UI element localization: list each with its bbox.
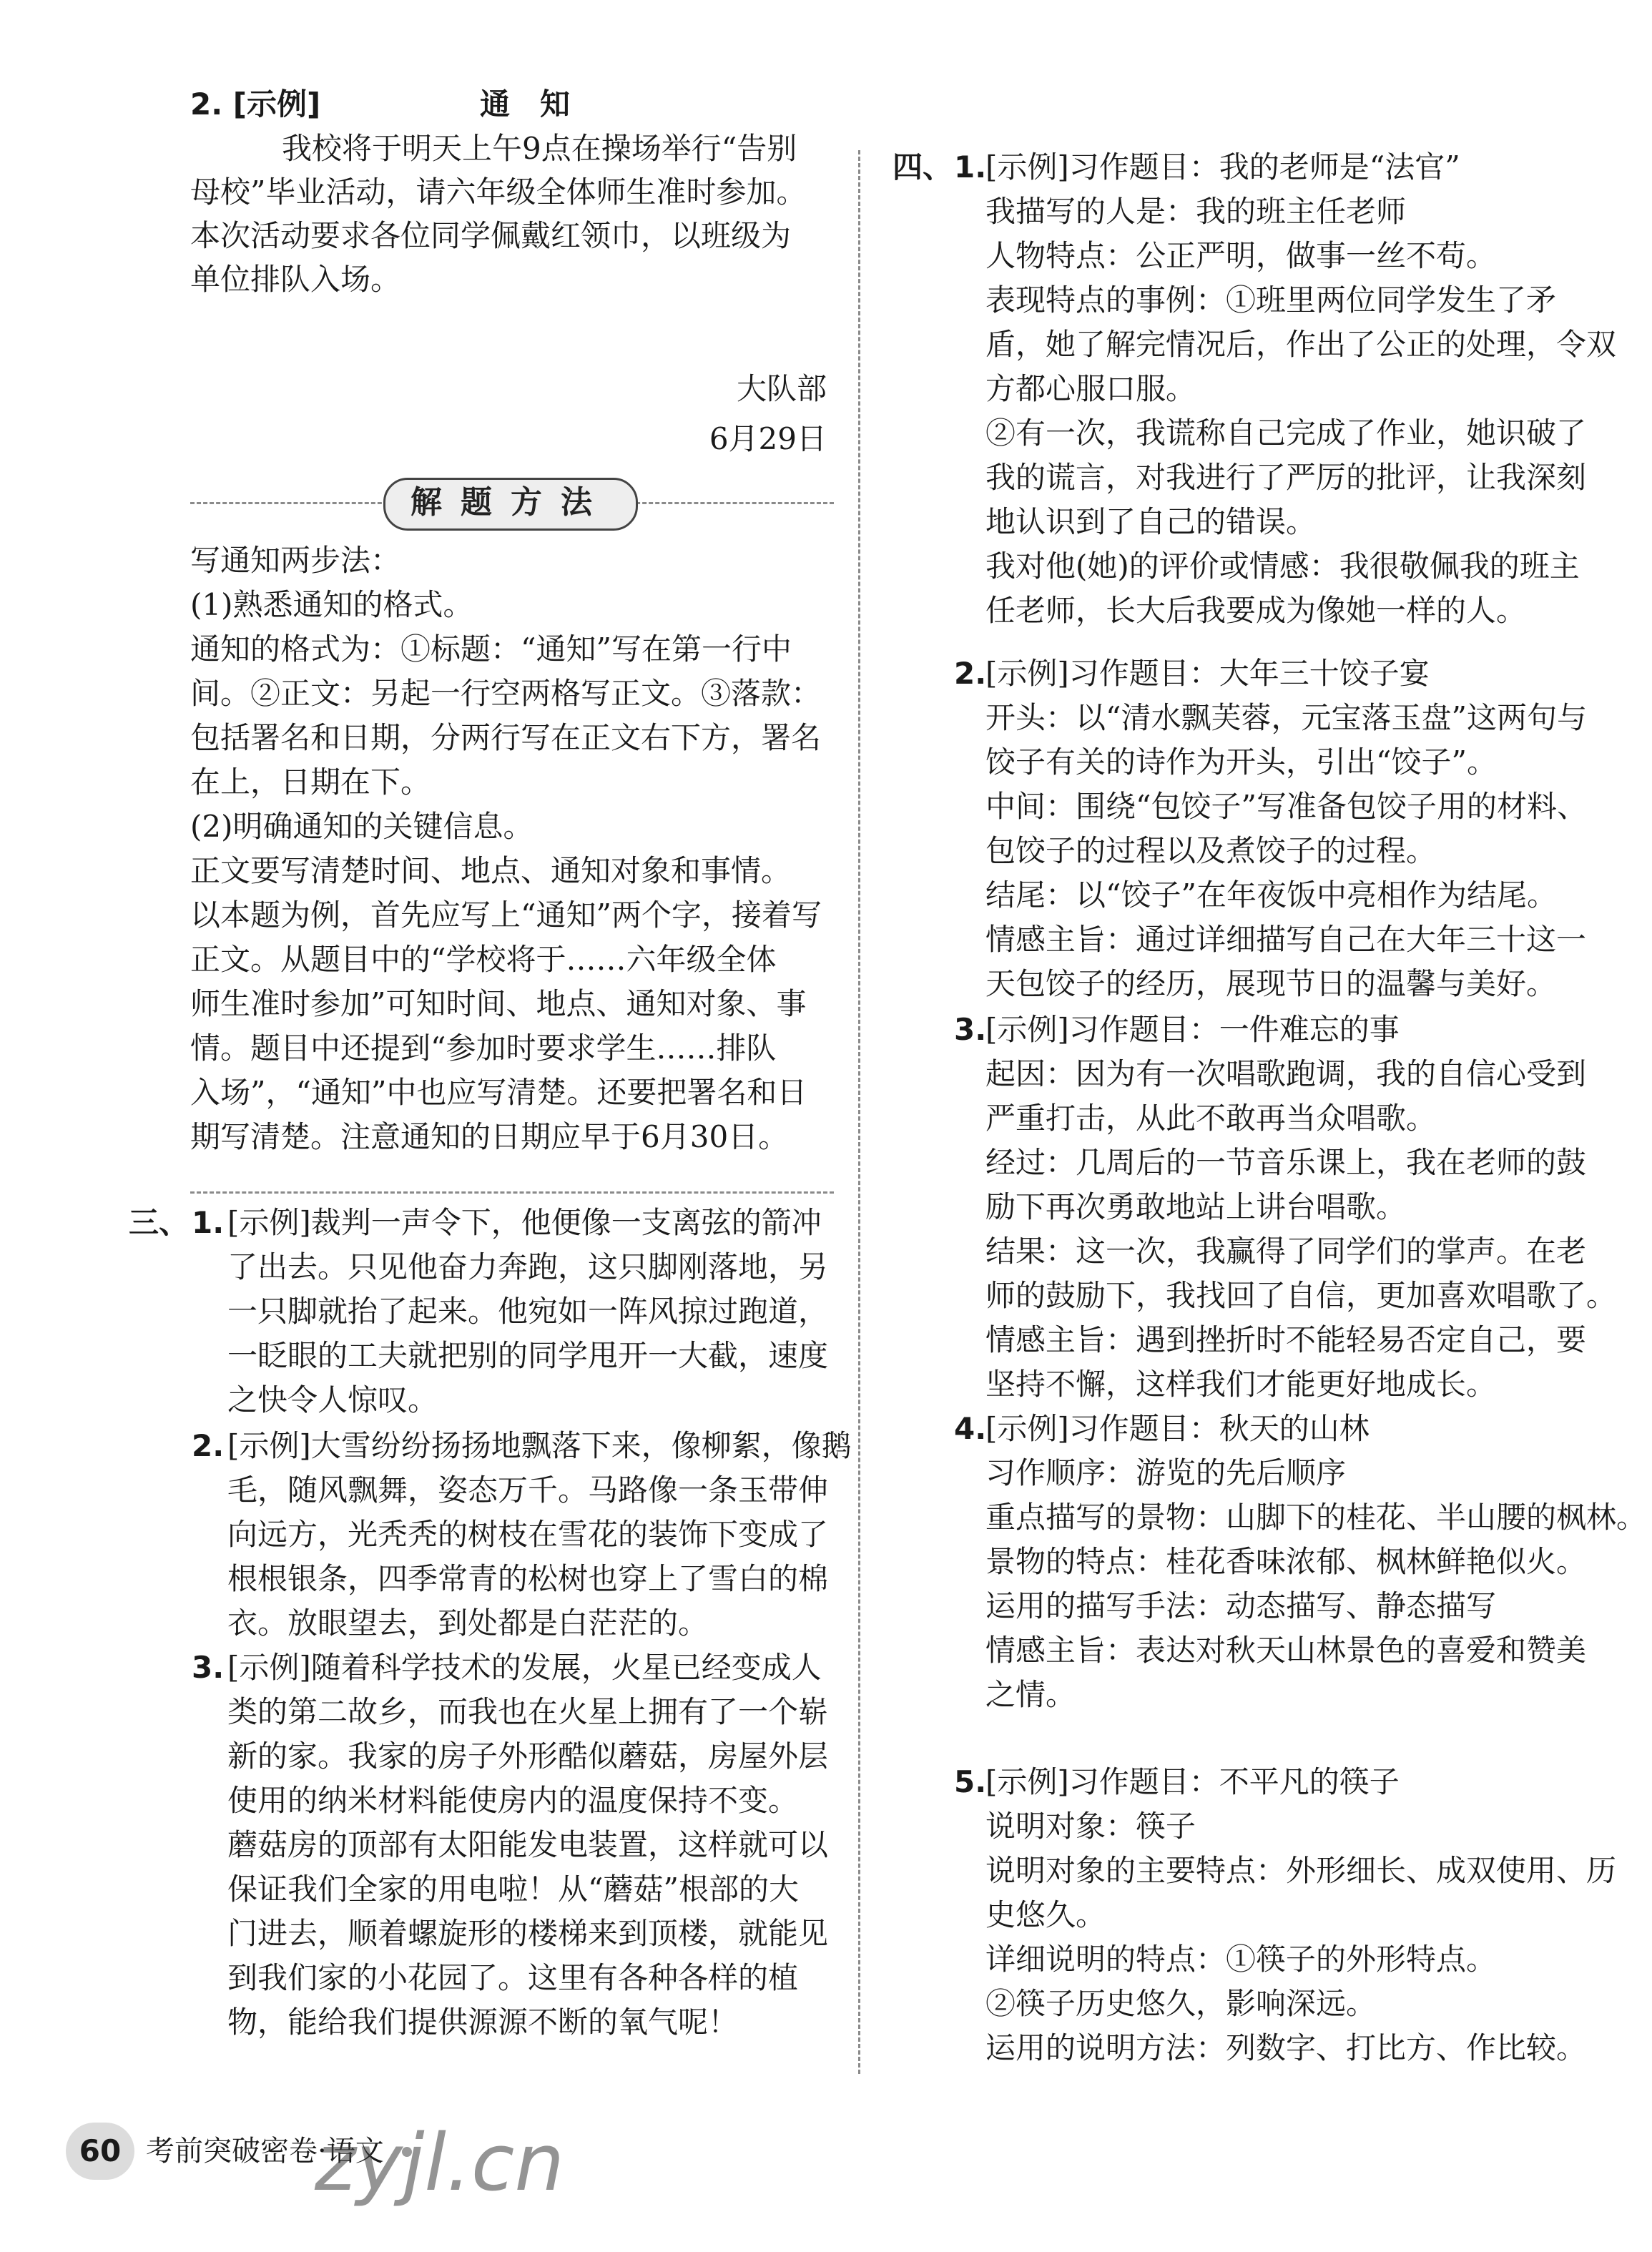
answer-line: [示例]习作题目：一件难忘的事 — [985, 1012, 1400, 1047]
answer-line: 一只脚就抬了起来。他宛如一阵风掠过跑道， — [227, 1294, 829, 1329]
answer-line: [示例]裁判一声令下，他便像一支离弦的箭冲 — [227, 1205, 822, 1240]
answer-line: 一眨眼的工夫就把别的同学甩开一大截，速度 — [227, 1338, 829, 1373]
page-number: 60 — [66, 2123, 134, 2180]
answer-line: 我的谎言，对我进行了严厉的批评，让我深刻 — [985, 460, 1587, 495]
question-number: 3. — [192, 1650, 225, 1685]
notice-date: 6月29日 — [709, 421, 827, 456]
answer-line: 类的第二故乡，而我也在火星上拥有了一个崭 — [227, 1694, 829, 1729]
method-line: 写通知两步法： — [190, 543, 401, 578]
method-line: 期写清楚。注意通知的日期应早于6月30日。 — [190, 1119, 789, 1154]
method-line: 情。题目中还提到“参加时要求学生……排队 — [190, 1031, 777, 1066]
method-line: 包括署名和日期，分两行写在正文右下方，署名 — [190, 720, 822, 755]
answer-line: 包饺子的过程以及煮饺子的过程。 — [985, 833, 1437, 868]
answer-line: 方都心服口服。 — [985, 371, 1196, 406]
method-line: (1)熟悉通知的格式。 — [190, 587, 473, 622]
question-number: 3. — [954, 1012, 987, 1047]
method-line: 以本题为例，首先应写上“通知”两个字，接着写 — [190, 898, 822, 933]
answer-line: ②有一次，我谎称自己完成了作业，她识破了 — [985, 416, 1587, 451]
answer-line: [示例]习作题目：大年三十饺子宴 — [985, 656, 1430, 691]
method-line: 间。②正文：另起一行空两格写正文。③落款： — [190, 676, 822, 711]
answer-line: 经过：几周后的一节音乐课上，我在老师的鼓 — [985, 1145, 1587, 1180]
book-title: 考前突破密卷·语文 — [146, 2135, 384, 2168]
answer-line: 了出去。只见他奋力奔跑，这只脚刚落地，另 — [227, 1249, 829, 1284]
answer-line: 天包饺子的经历，展现节日的温馨与美好。 — [985, 966, 1557, 1001]
answer-line: 情感主旨：表达对秋天山林景色的喜爱和赞美 — [985, 1633, 1587, 1668]
method-line: 正文。从题目中的“学校将于……六年级全体 — [190, 942, 777, 977]
method-line: 师生准时参加”可知时间、地点、通知对象、事 — [190, 986, 807, 1021]
answer-line: 结果：这一次，我赢得了同学们的掌声。在老 — [985, 1234, 1587, 1269]
answer-line: 说明对象：筷子 — [985, 1809, 1196, 1844]
answer-line: 起因：因为有一次唱歌跑调，我的自信心受到 — [985, 1056, 1587, 1091]
notice-title: 通 知 — [480, 87, 571, 122]
answer-line: 人物特点：公正严明，做事一丝不苟。 — [985, 238, 1497, 273]
answer-line: 保证我们全家的用电啦！从“蘑菇”根部的大 — [227, 1872, 799, 1907]
answer-line: 向远方，光秃秃的树枝在雪花的装饰下变成了 — [227, 1517, 829, 1552]
answer-line: 根根银条，四季常青的松树也穿上了雪白的棉 — [227, 1561, 829, 1596]
section-label: 四、 — [893, 149, 953, 185]
method-line: 正文要写清楚时间、地点、通知对象和事情。 — [190, 853, 792, 888]
question-number: 2. [示例] — [190, 87, 321, 122]
answer-line: 地认识到了自己的错误。 — [985, 504, 1317, 539]
answer-line: 严重打击，从此不敢再当众唱歌。 — [985, 1101, 1437, 1136]
question-number: 4. — [954, 1411, 987, 1446]
answer-line: 我对他(她)的评价或情感：我很敬佩我的班主 — [985, 549, 1580, 584]
answer-line: 坚持不懈，这样我们才能更好地成长。 — [985, 1367, 1497, 1402]
answer-line: 之快令人惊叹。 — [227, 1382, 438, 1417]
answer-line: 表现特点的事例：①班里两位同学发生了矛 — [985, 282, 1557, 318]
watermark: zyjl.cn — [315, 2117, 565, 2208]
notice-line: 我校将于明天上午9点在操场举行“告别 — [282, 131, 797, 166]
answer-line: 情感主旨：通过详细描写自己在大年三十这一 — [985, 922, 1587, 957]
answer-line: 到我们家的小花园了。这里有各种各样的植 — [227, 1960, 799, 1995]
question-number: 5. — [954, 1764, 987, 1799]
answer-line: 励下再次勇敢地站上讲台唱歌。 — [985, 1189, 1407, 1224]
answer-line: 蘑菇房的顶部有太阳能发电装置，这样就可以 — [227, 1827, 829, 1862]
answer-line: [示例]大雪纷纷扬扬地飘落下来，像柳絮，像鹅 — [227, 1428, 852, 1463]
section-label: 三、 — [129, 1205, 190, 1240]
method-heading: 解题方法 — [383, 478, 638, 531]
answer-line: 景物的特点：桂花香味浓郁、枫林鲜艳似火。 — [985, 1544, 1587, 1579]
answer-line: 中间：围绕“包饺子”写准备包饺子用的材料、 — [985, 789, 1587, 824]
answer-line: [示例]习作题目：不平凡的筷子 — [985, 1764, 1400, 1799]
answer-line: 运用的描写手法：动态描写、静态描写 — [985, 1588, 1497, 1623]
method-line: (2)明确通知的关键信息。 — [190, 809, 534, 844]
notice-signer: 大队部 — [736, 371, 827, 406]
question-number: 1. — [954, 149, 987, 185]
column-divider — [858, 150, 860, 2074]
answer-line: 史悠久。 — [985, 1897, 1106, 1932]
notice-line: 母校”毕业活动，请六年级全体师生准时参加。 — [190, 174, 807, 210]
question-number: 2. — [954, 656, 987, 691]
answer-line: 物，能给我们提供源源不断的氧气呢！ — [227, 2005, 739, 2040]
answer-line: [示例]习作题目：秋天的山林 — [985, 1411, 1370, 1446]
answer-line: 详细说明的特点：①筷子的外形特点。 — [985, 1942, 1497, 1977]
notice-line: 单位排队入场。 — [190, 262, 401, 297]
answer-line: 新的家。我家的房子外形酷似蘑菇，房屋外层 — [227, 1739, 829, 1774]
answer-line: 情感主旨：遇到挫折时不能轻易否定自己，要 — [985, 1322, 1587, 1357]
answer-line: 衣。放眼望去，到处都是白茫茫的。 — [227, 1606, 709, 1641]
answer-line: 我描写的人是：我的班主任老师 — [985, 194, 1407, 229]
answer-line: ②筷子历史悠久，影响深远。 — [985, 1986, 1377, 2021]
answer-line: 习作顺序：游览的先后顺序 — [985, 1455, 1347, 1490]
method-heading-bar — [190, 478, 834, 528]
notice-line: 本次活动要求各位同学佩戴红领巾，以班级为 — [190, 218, 792, 253]
answer-line: 开头：以“清水飘芙蓉，元宝落玉盘”这两句与 — [985, 700, 1587, 735]
answer-line: 之情。 — [985, 1677, 1076, 1712]
method-line: 通知的格式为：①标题：“通知”写在第一行中 — [190, 631, 792, 667]
answer-line: [示例]随着科学技术的发展，火星已经变成人 — [227, 1650, 822, 1685]
answer-line: 饺子有关的诗作为开头，引出“饺子”。 — [985, 744, 1497, 780]
answer-line: 结尾：以“饺子”在年夜饭中亮相作为结尾。 — [985, 877, 1557, 913]
answer-line: 重点描写的景物：山脚下的桂花、半山腰的枫林。 — [985, 1500, 1647, 1535]
answer-line: 任老师，长大后我要成为像她一样的人。 — [985, 593, 1527, 628]
question-number: 1. — [192, 1205, 225, 1240]
answer-line: 运用的说明方法：列数字、打比方、作比较。 — [985, 2030, 1587, 2065]
answer-line: [示例]习作题目：我的老师是“法官” — [985, 149, 1460, 185]
answer-line: 门进去，顺着螺旋形的楼梯来到顶楼，就能见 — [227, 1916, 829, 1951]
method-line: 在上，日期在下。 — [190, 764, 431, 800]
answer-line: 使用的纳米材料能使房内的温度保持不变。 — [227, 1783, 799, 1818]
answer-line: 说明对象的主要特点：外形细长、成双使用、历 — [985, 1853, 1617, 1888]
section-separator — [190, 1191, 834, 1194]
answer-line: 毛，随风飘舞，姿态万千。马路像一条玉带伸 — [227, 1472, 829, 1508]
question-number: 2. — [192, 1428, 225, 1463]
answer-line: 师的鼓励下，我找回了自信，更加喜欢唱歌了。 — [985, 1278, 1617, 1313]
answer-line: 盾，她了解完情况后，作出了公正的处理，令双 — [985, 327, 1617, 362]
method-line: 入场”，“通知”中也应写清楚。还要把署名和日 — [190, 1075, 807, 1110]
